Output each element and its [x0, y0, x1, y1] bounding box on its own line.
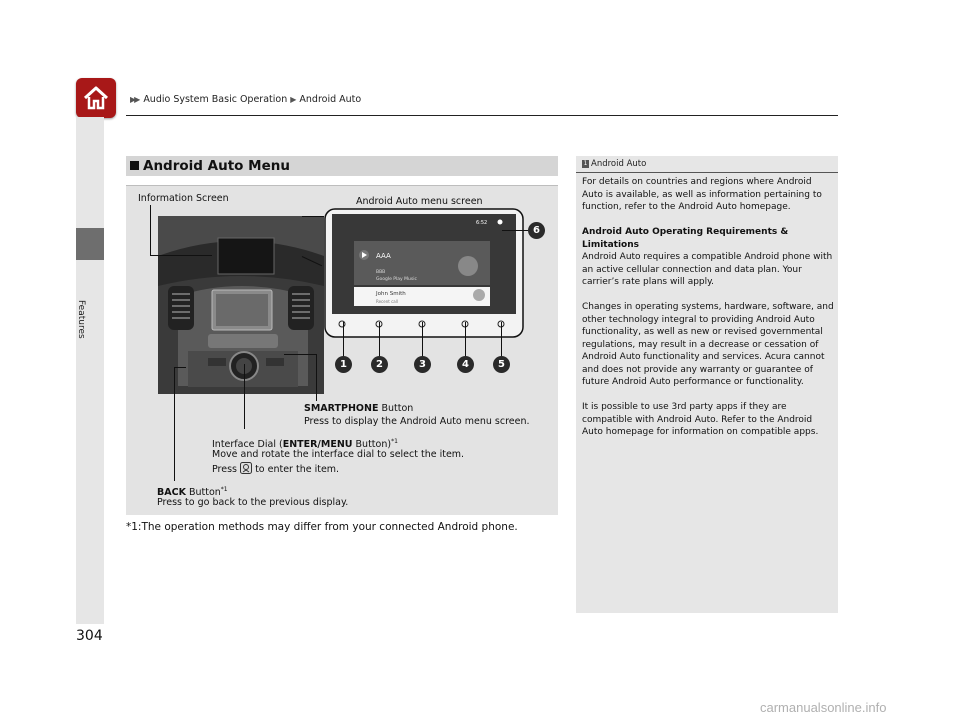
screen-card1-sub: BBB [376, 270, 386, 275]
callout-6: 6 [528, 222, 545, 239]
square-bullet-icon [130, 161, 139, 170]
page-number: 304 [76, 628, 103, 644]
breadcrumb-arrow-icon: ▶ [290, 95, 295, 104]
note-body [582, 176, 834, 451]
section-title: Android Auto Menu [143, 158, 290, 174]
home-icon [82, 84, 110, 112]
mic-icon [498, 220, 503, 225]
dial-prefix: Interface Dial ( [212, 439, 283, 451]
note-paragraph: For details on countries and regions where Android Auto is available, as well as information pertaining to function, refer to the Android Auto homepage. [582, 177, 822, 212]
leader-line [174, 367, 175, 481]
android-auto-screen [324, 208, 524, 338]
chapter-tab [76, 117, 104, 624]
dial-suffix: Button) [352, 439, 392, 451]
note-title-text: Android Auto [591, 159, 647, 169]
side-note [576, 156, 838, 613]
section-heading [126, 156, 558, 176]
note-subheading: Android Auto Operating Requirements & Limitations [582, 227, 789, 250]
chapter-label: Features [76, 300, 86, 339]
note-paragraph: Android Auto requires a compatible Android phone with an active cellular connection and data plan. Your carrier’s rate plans will apply. [582, 252, 833, 287]
leader-line [465, 322, 466, 360]
breadcrumb [130, 94, 361, 105]
chapter-tab-marker[interactable] [76, 228, 104, 260]
footnote: *1:The operation methods may differ from your connected Android phone. [126, 521, 518, 533]
dial-enter: to enter the item. [252, 464, 340, 475]
screen-clock: 6:52 [476, 220, 488, 226]
note-ref-icon: 1 [583, 160, 588, 167]
note-paragraph: Changes in operating systems, hardware, software, and other technology integral to providing Android Auto functionality, as well as new or revised governmental regulations, may result in a decrease or cessation of Android Auto functionality and services. Acura cannot and does not provide any warranty or guarantee of future Android Auto performance or functionality. [582, 302, 834, 387]
callout-5: 5 [493, 356, 510, 373]
interface-dial-desc2 [212, 462, 339, 476]
back-button-name: BACK [157, 487, 186, 499]
back-footnote-ref: *1 [220, 486, 228, 493]
leader-line [379, 322, 380, 360]
smartphone-button-name: SMARTPHONE [304, 403, 379, 414]
screen-card1-source: Google Play Music [376, 277, 417, 282]
home-button[interactable] [76, 78, 116, 118]
zoom-line [302, 216, 324, 217]
dial-footnote-ref: *1 [391, 438, 398, 445]
screen-card2-title: John Smith [376, 291, 406, 297]
leader-line [502, 230, 528, 231]
leader-line [174, 367, 186, 368]
header-divider [126, 115, 838, 116]
watermark: carmanualsonline.info [760, 700, 887, 715]
callout-1: 1 [335, 356, 352, 373]
leader-line [422, 322, 423, 360]
figure-panel [126, 185, 558, 515]
leader-line [343, 322, 344, 360]
interface-dial-desc: Move and rotate the interface dial to select the item. [212, 449, 465, 460]
smartphone-button-suffix: Button [378, 403, 414, 414]
note-paragraph: It is possible to use 3rd party apps if they are compatible with Android Auto. Refer to the Android Auto homepage for information on compatible apps. [582, 402, 819, 437]
dial-press-icon [240, 462, 252, 474]
dial-name: ENTER/MENU [282, 439, 353, 451]
callout-3: 3 [414, 356, 431, 373]
note-divider [576, 172, 838, 173]
breadcrumb-item[interactable]: Audio System Basic Operation [143, 94, 288, 105]
screen-card1-title: AAA [376, 252, 391, 260]
information-screen-label: Information Screen [138, 193, 229, 204]
leader-line [284, 354, 316, 355]
smartphone-button-desc: Press to display the Android Auto menu screen. [304, 416, 530, 427]
note-title [582, 159, 646, 169]
dial-press: Press [212, 464, 238, 475]
breadcrumb-item[interactable]: Android Auto [299, 94, 362, 105]
back-button-desc: Press to go back to the previous display. [157, 497, 349, 508]
leader-line [150, 205, 151, 255]
leader-line [244, 364, 245, 429]
leader-line [150, 255, 212, 256]
screen-card2-sub: Recent call [376, 299, 398, 304]
leader-line [316, 354, 317, 401]
smartphone-button-title [304, 402, 413, 415]
leader-line [501, 322, 502, 360]
breadcrumb-arrow-icon: ▶▶ [130, 95, 139, 104]
callout-2: 2 [371, 356, 388, 373]
back-suffix: Button [185, 487, 221, 499]
menu-screen-label: Android Auto menu screen [356, 196, 483, 207]
callout-4: 4 [457, 356, 474, 373]
